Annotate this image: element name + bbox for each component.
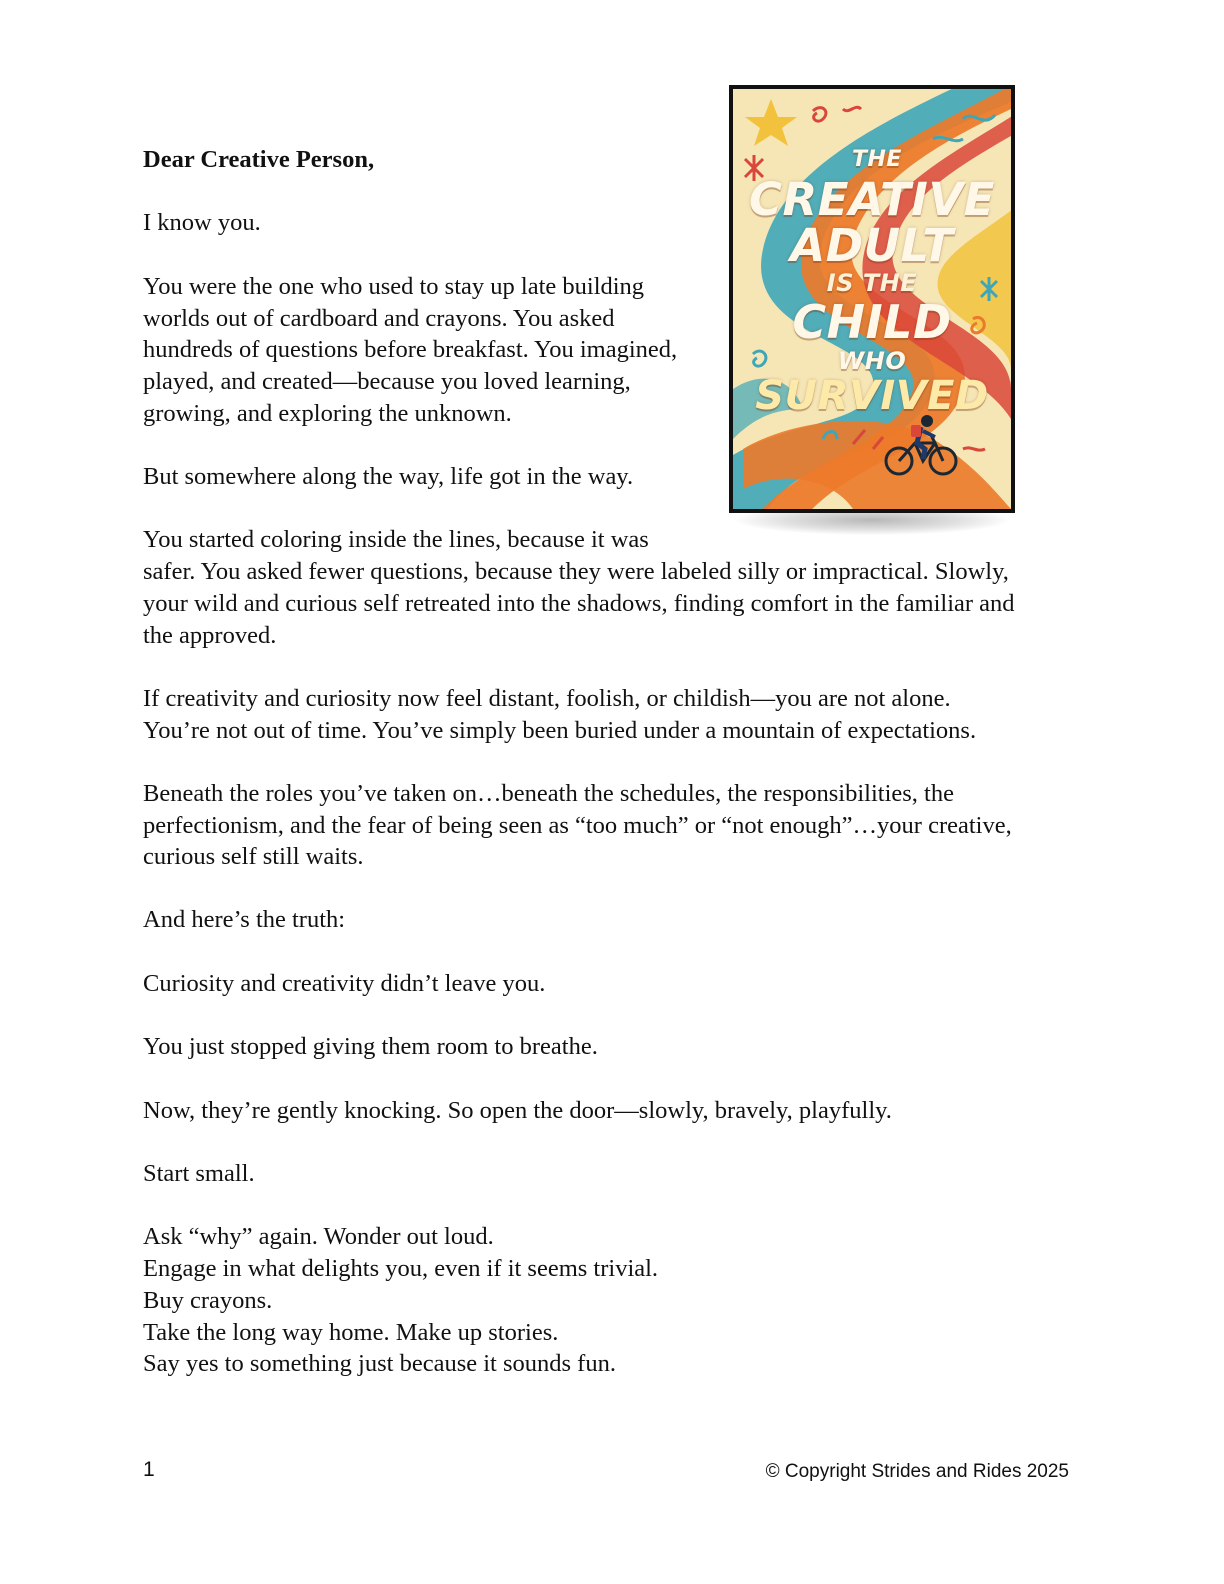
letter-line: your wild and curious self retreated into the shadows, finding comfort in the familiar and bbox=[143, 590, 1015, 617]
letter-line: If creativity and curiosity now feel distant, foolish, or childish—you are not alone. bbox=[143, 685, 951, 712]
letter-line: Curiosity and creativity didn’t leave you. bbox=[143, 970, 546, 997]
letter-line: And here’s the truth: bbox=[143, 906, 346, 933]
cover-title-line: CREATIVE bbox=[749, 173, 995, 226]
letter-line: worlds out of cardboard and crayons. You asked bbox=[143, 305, 615, 332]
cover-title-line: IS THE bbox=[826, 269, 918, 297]
book-cover bbox=[729, 85, 1015, 513]
letter-line: hundreds of questions before breakfast. You imagined, bbox=[143, 336, 678, 363]
page-number: 1 bbox=[143, 1458, 155, 1481]
letter-line: You just stopped giving them room to breathe. bbox=[143, 1033, 598, 1060]
letter-line: You were the one who used to stay up late building bbox=[143, 273, 645, 300]
letter-line: You started coloring inside the lines, because it was bbox=[143, 526, 649, 553]
copyright-notice: © Copyright Strides and Rides 2025 bbox=[765, 1461, 1069, 1482]
letter-line: I know you. bbox=[143, 209, 261, 236]
letter-line: played, and created—because you loved learning, bbox=[143, 368, 631, 395]
cover-title-line: ADULT bbox=[790, 219, 954, 272]
letter-line: curious self still waits. bbox=[143, 843, 364, 870]
letter-line: Beneath the roles you’ve taken on…beneath the schedules, the responsibilities, the bbox=[143, 780, 954, 807]
letter-line: safer. You asked fewer questions, because they were labeled silly or impractical. Slowly, bbox=[143, 558, 1009, 585]
cover-title-line: THE bbox=[852, 147, 902, 172]
letter-line: Start small. bbox=[143, 1160, 255, 1187]
salutation: Dear Creative Person, bbox=[143, 146, 375, 173]
cover-title-line: SURVIVED bbox=[755, 373, 989, 419]
letter-line: Ask “why” again. Wonder out loud. bbox=[143, 1223, 494, 1250]
letter-line: But somewhere along the way, life got in the way. bbox=[143, 463, 634, 490]
letter-line: Now, they’re gently knocking. So open the door—slowly, bravely, playfully. bbox=[143, 1097, 892, 1124]
letter-line: Say yes to something just because it sounds fun. bbox=[143, 1350, 616, 1377]
cover-title-line: CHILD bbox=[792, 295, 952, 349]
letter-line: Buy crayons. bbox=[143, 1287, 273, 1314]
letter-line: the approved. bbox=[143, 622, 277, 649]
letter-line: Engage in what delights you, even if it seems trivial. bbox=[143, 1255, 659, 1282]
cover-title-line: WHO bbox=[837, 347, 907, 375]
letter-line: perfectionism, and the fear of being seen as “too much” or “not enough”…your creative, bbox=[143, 812, 1012, 839]
letter-line: Take the long way home. Make up stories. bbox=[143, 1319, 559, 1346]
book-cover-image bbox=[729, 85, 1015, 513]
letter-line: growing, and exploring the unknown. bbox=[143, 400, 512, 427]
letter-line: You’re not out of time. You’ve simply been buried under a mountain of expectations. bbox=[143, 717, 977, 744]
